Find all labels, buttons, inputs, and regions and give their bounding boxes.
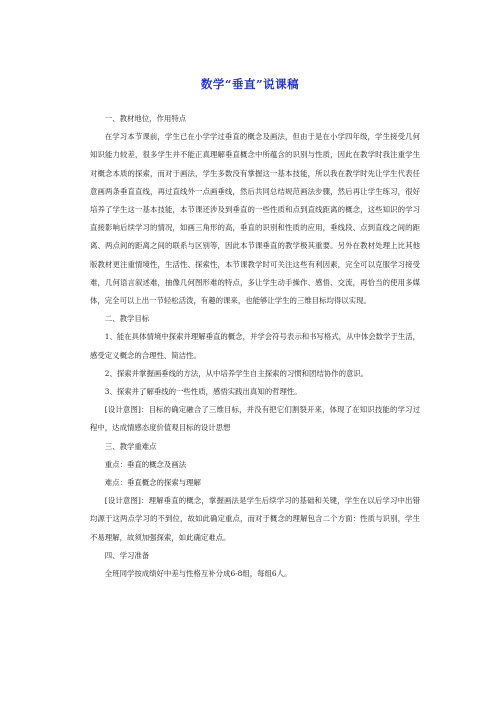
paragraph-goal-2: 2、探索并掌握画垂线的方法，从中培养学生自主探索的习惯和团结协作的意识。 [104, 368, 369, 378]
paragraph-preparation: 全班同学按成绩好中差与性格互补分成6-8组，每组6人。 [104, 569, 292, 579]
paragraph-difficult-point: 难点：垂直概念的探索与理解 [104, 478, 201, 488]
paragraph-design-intent-1: [设计意图]：目标的确定融合了三维目标，并没有把它们割裂开来，体现了在知识技能的学习过程中，达成情感态度价值观目标的设计思想 [90, 405, 420, 433]
paragraph-design-intent-2: [设计意图]：理解垂直的概念，掌握画法是学生后续学习的基础和关键，学生在以后学习中出错均源于这两点学习的不到位，故如此确定重点，而对于概念的理解包含二个方面：性质与识别，学生不易理解，故须加强探索，如此确定难点。 [90, 496, 420, 542]
section-heading-3: 三、教学重难点 [104, 441, 157, 451]
paragraph-material-position: 在学习本节课前，学生已在小学学过垂直的概念及画法，但由于是在小学四年级，学生接受几何知识能力较差，很多学生并不能正真理解垂直概念中所蕴含的识别与性质，因此在教学时我注重学生对概念本质的探索，而对于画法，学生多数没有掌握这一基本技能，所以我在教学时先让学生代表任意画两条垂直直线，再过直线外一点画垂线，然后共同总结规范画法步骤，然后再让学生练习，很好培养了学生这一基本技能，本节课还涉及到垂直的一些性质和点到直线距离的概念，这些知识的学习直接影响后续学习的情况，如画三角形的高，垂直的识别和性质的应用，垂线段、点到直线之间的距离、两点间的距离之间的联系与区别等，因此本节课垂直的教学极其重要。另外在教材处理上比其他版教材更注重情境性，生活性、探索性，本节课教学时可关注这些有利因素，完全可以克服学习接受难，几何语言叙述难，抽像几何图形难的特点，多让学生动手操作、感悟、交流，再恰当的使用多媒体，完全可以上出一节轻松活泼，有趣的课来，也能够让学生的三维目标均得以实现。 [90, 132, 420, 306]
document-body [90, 110, 420, 583]
section-heading-1: 一、教材地位，作用特点 [104, 114, 187, 123]
section-heading-2: 二、教学目标 [104, 314, 150, 324]
paragraph-goal-3: 3、探索并了解垂线的一些性质，感悟实践出真知的哲理性。 [104, 387, 302, 397]
paragraph-goal-1: 1、能在具体情境中探索并理解垂直的概念，并学会符号表示和书写格式，从中体会数学于生活，感受定义概念的合理性、简洁性。 [90, 332, 420, 360]
section-heading-4: 四、学习准备 [104, 550, 150, 560]
paragraph-key-point: 重点：垂直的概念及画法 [104, 459, 187, 469]
document-title: 数学“垂直”说课稿 [200, 77, 300, 91]
